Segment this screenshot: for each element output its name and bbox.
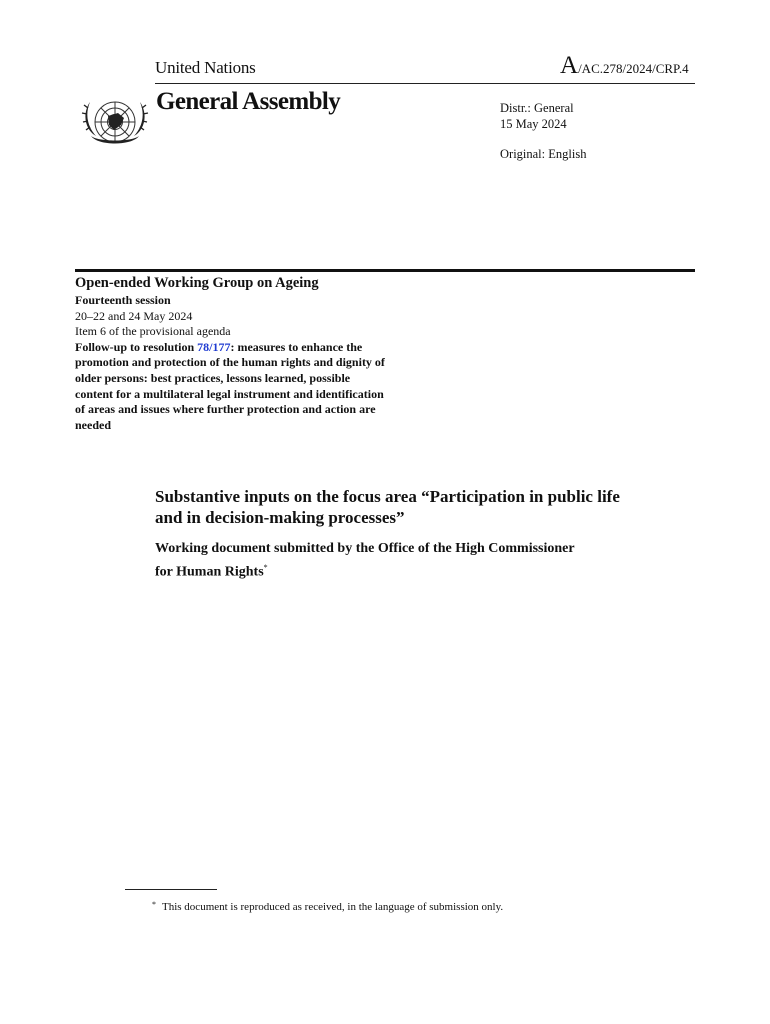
- document-symbol: [560, 52, 689, 83]
- followup-text: : measures to enhance the promotion and protection of the human rights and dignity of older persons: best practices, lessons learned, possible content for a multilateral legal instrument and identification of areas and issues where further protection and action are needed: [75, 339, 385, 432]
- subtitle-text: Working document submitted by the Office of the High Commissioner for Human Rights: [155, 541, 575, 580]
- organ-title: General Assembly: [156, 88, 341, 115]
- footnote-rule: [125, 889, 217, 890]
- header-rule: [155, 83, 695, 84]
- document-date: 15 May 2024: [500, 117, 567, 131]
- session-name: Fourteenth session: [75, 293, 171, 307]
- subtitle-footnote-mark: *: [263, 562, 268, 572]
- session-block: [75, 293, 385, 433]
- symbol-letter: A: [560, 52, 579, 79]
- symbol-code: /AC.278/2024/CRP.4: [578, 61, 689, 76]
- agenda-item-title: [75, 340, 385, 434]
- organization-name: United Nations: [155, 58, 256, 77]
- document-title: Substantive inputs on the focus area “Participation in public life and in decision-making processes”: [155, 487, 620, 527]
- agenda-item: Item 6 of the provisional agenda: [75, 324, 231, 339]
- committee-title: Open-ended Working Group on Ageing: [75, 275, 319, 291]
- resolution-link[interactable]: 78/177: [197, 339, 231, 354]
- un-emblem-icon: [78, 92, 152, 156]
- session-dates: 20–22 and 24 May 2024: [75, 308, 193, 323]
- distribution-text: Distr.: General: [500, 101, 574, 115]
- distribution-block: [500, 100, 586, 162]
- footnote-mark: *: [152, 900, 156, 909]
- footnote-text: This document is reproduced as received, in the language of submission only.: [162, 901, 504, 913]
- footnote: [152, 900, 503, 913]
- original-language: Original: English: [500, 147, 587, 161]
- document-subtitle: [155, 540, 575, 582]
- section-rule: [75, 269, 695, 272]
- followup-prefix: Follow-up to resolution: [75, 339, 198, 354]
